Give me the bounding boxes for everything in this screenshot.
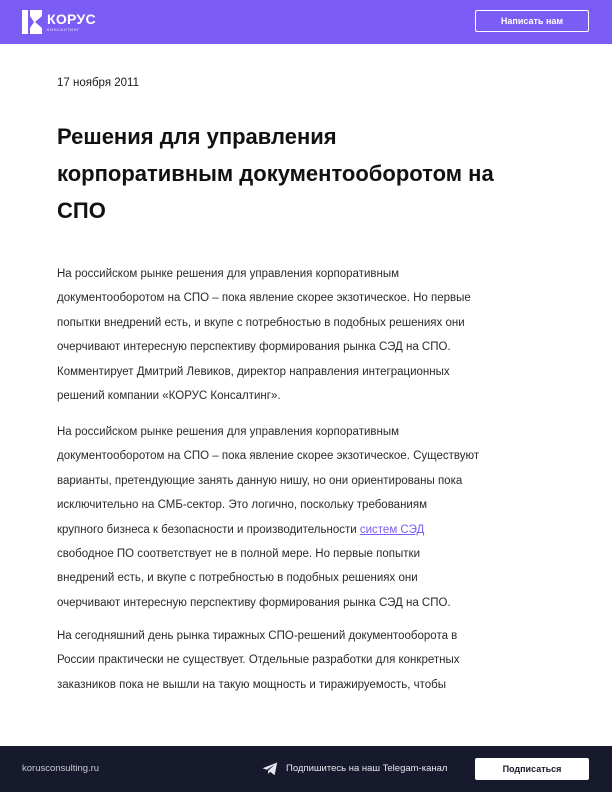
text-line: Комментирует Дмитрий Левиков, директор направления интеграционных <box>57 365 450 378</box>
korus-logo[interactable] <box>22 10 122 36</box>
text-line: России практически не существует. Отдельные разработки для конкретных <box>57 654 460 667</box>
paragraph-1 <box>57 262 577 408</box>
site-link[interactable]: korusconsulting.ru <box>22 763 100 774</box>
text-line: исключительно на СМБ-сектор. Это логично, поскольку требованиям <box>57 499 427 512</box>
text-line: решений компании «КОРУС Консалтинг». <box>57 390 281 403</box>
text-line: варианты, претендующие занять данную нишу, но они ориентированы пока <box>57 474 463 487</box>
telegram-icon <box>262 762 278 776</box>
page-title <box>57 118 567 229</box>
telegram-subscribe-link[interactable]: Подпишитесь на наш Telegam-канал <box>286 763 448 774</box>
title-line: СПО <box>57 198 106 223</box>
korus-logo-icon <box>22 10 42 34</box>
text-segment: крупного бизнеса к безопасности и производительности <box>57 523 360 536</box>
text-line: На российском рынке решения для управления корпоративным <box>57 268 400 280</box>
subscribe-button[interactable]: Подписаться <box>475 758 589 780</box>
title-line: Решения для управления <box>57 124 337 149</box>
text-line: документооборотом на СПО – пока явление скорее экзотическое. Но первые <box>57 292 471 305</box>
text-line: внедрений есть, и вкупе с потребностью в подобных решениях они <box>57 572 418 585</box>
text-line: документооборотом на СПО – пока явление скорее экзотическое. Существуют <box>57 450 480 463</box>
site-header <box>0 0 612 44</box>
text-line: свободное ПО соответствует не в полной мере. Но первые попытки <box>57 548 420 561</box>
text-line: На российском рынке решения для управления корпоративным <box>57 426 400 438</box>
write-to-us-button[interactable]: Написать нам <box>475 10 589 32</box>
text-line: заказников пока не вышли на такую мощность и тиражируемость, чтобы <box>57 678 446 691</box>
paragraph-3 <box>57 624 577 697</box>
text-line-with-link <box>57 518 577 542</box>
text-line: очерчивают интересную перспективу формирования рынка СЭД на СПО. <box>57 341 451 354</box>
logo-subtitle: КОНСАЛТИНГ <box>47 27 80 32</box>
text-line: очерчивают интересную перспективу формирования рынка СЭД на СПО. <box>57 596 451 609</box>
text-line: попытки внедрений есть, и вкупе с потребностью в подобных решениях они <box>57 316 465 329</box>
text-line: На сегодняшний день рынка тиражных СПО-решений документооборота в <box>57 630 458 642</box>
article-date: 17 ноября 2011 <box>57 77 139 89</box>
logo-name: КОРУС <box>47 11 96 27</box>
sed-systems-link[interactable]: систем СЭД <box>359 523 425 536</box>
title-line: корпоративным документооборотом на <box>57 161 494 186</box>
paragraph-2 <box>57 420 577 615</box>
site-footer <box>0 746 612 792</box>
